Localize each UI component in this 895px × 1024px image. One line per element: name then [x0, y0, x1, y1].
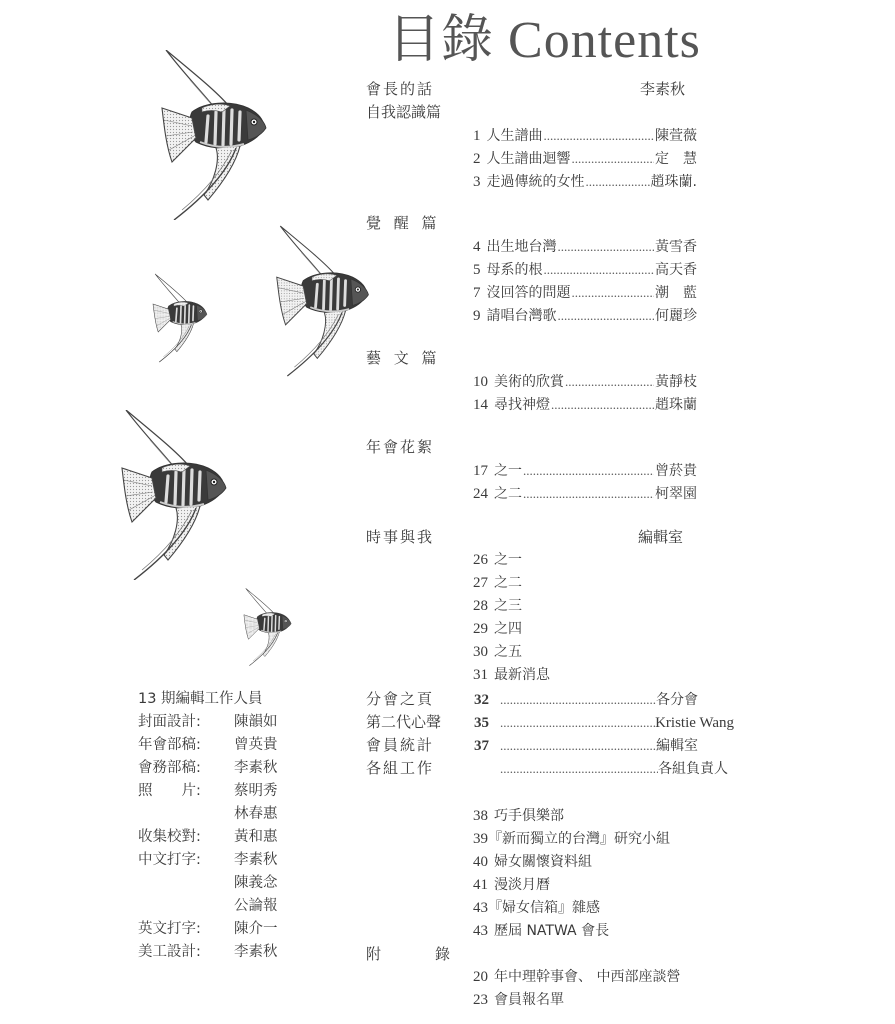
- leader-dots: [572, 147, 655, 170]
- staff-name: 陳韻如: [234, 714, 278, 730]
- staff-role: 年會部稿:: [138, 737, 201, 753]
- entry-title: 年中理幹事會、 中西部座談營: [494, 969, 681, 985]
- page-number: 10: [473, 374, 488, 390]
- staff-row: [138, 941, 278, 964]
- page-number: 7: [473, 285, 481, 301]
- title-english: Contents: [508, 12, 701, 69]
- entry-title: 人生譜曲: [486, 128, 543, 144]
- staff-name: 李素秋: [234, 760, 278, 776]
- staff-role: 中文打字:: [138, 852, 201, 868]
- section-heading: 藝 文 篇: [366, 349, 441, 367]
- toc-section-row[interactable]: [366, 734, 698, 757]
- toc-entry[interactable]: [473, 595, 697, 618]
- page-number: 5: [473, 262, 481, 278]
- angelfish-illustration-3: [275, 222, 372, 380]
- leader-dots: [565, 370, 654, 393]
- toc-entry[interactable]: [473, 828, 753, 851]
- angelfish-illustration-1: [160, 50, 270, 220]
- entry-author: Kristie Wang: [655, 715, 734, 731]
- staff-row: [138, 849, 278, 872]
- section-heading: 年會花絮: [366, 438, 435, 456]
- page-number: 28: [473, 598, 488, 614]
- leader-dots: [500, 734, 656, 757]
- leader-dots: [586, 170, 650, 193]
- toc-entry[interactable]: [473, 370, 697, 393]
- toc-entry[interactable]: [473, 482, 697, 505]
- toc-entry[interactable]: [473, 897, 753, 920]
- leader-dots: [523, 459, 654, 482]
- leader-dots: [544, 124, 655, 147]
- entry-title: 之二: [494, 575, 522, 591]
- staff-row: [138, 918, 278, 941]
- page-number: 9: [473, 308, 481, 324]
- staff-name: 林春惠: [234, 806, 278, 822]
- leader-dots: [558, 235, 655, 258]
- entry-title: 巧手俱樂部: [494, 808, 564, 824]
- page-number: 3: [473, 174, 481, 190]
- staff-name: 李素秋: [234, 944, 278, 960]
- toc-entry[interactable]: [473, 989, 773, 1012]
- toc-entry[interactable]: [473, 124, 697, 147]
- staff-role: 英文打字:: [138, 921, 201, 937]
- entry-title: 之三: [494, 598, 522, 614]
- entry-title: 美術的欣賞: [494, 374, 564, 390]
- entry-title: 婦女關懷資料組: [494, 854, 592, 870]
- angelfish-illustration-4: [120, 410, 230, 580]
- staff-name: 黃和惠: [234, 829, 278, 845]
- section-heading: 第二代心聲: [366, 713, 442, 731]
- staff-name: 蔡明秀: [234, 783, 278, 799]
- leader-dots: [572, 281, 655, 304]
- toc-entry[interactable]: [473, 641, 697, 664]
- entry-title: 最新消息: [494, 667, 550, 683]
- entry-author: 定 慧: [655, 151, 697, 167]
- leader-dots: [500, 711, 655, 734]
- entry-author: 柯翠園: [655, 486, 697, 502]
- page-number: 31: [473, 667, 488, 683]
- page-number: 14: [473, 397, 488, 413]
- section-heading: 分會之頁: [366, 690, 435, 708]
- toc-entry[interactable]: [473, 393, 697, 416]
- page-number: 24: [473, 486, 488, 502]
- entry-author: 陳萱薇: [655, 128, 697, 144]
- section-heading: 自我認識篇: [366, 103, 442, 121]
- entry-title: 漫淡月曆: [494, 877, 550, 893]
- angelfish-illustration-5: [243, 583, 293, 671]
- entry-title: 之一: [494, 552, 522, 568]
- toc-entry[interactable]: [473, 618, 697, 641]
- staff-row: [138, 780, 278, 803]
- staff-row: [138, 826, 278, 849]
- toc-entry[interactable]: [473, 258, 697, 281]
- entry-title: 走過傳統的女性: [486, 174, 585, 190]
- entry-title: 之二: [494, 486, 522, 502]
- entry-author: 黃靜枝: [655, 374, 697, 390]
- page-number: 41: [473, 877, 488, 893]
- section-heading: 時事與我: [366, 528, 435, 546]
- page-number: 26: [473, 552, 488, 568]
- staff-heading: 13 期編輯工作人員: [138, 691, 263, 707]
- toc-entry[interactable]: [473, 805, 753, 828]
- entry-title: 之四: [494, 621, 522, 637]
- toc-section-row[interactable]: [366, 757, 728, 780]
- toc-entry[interactable]: [473, 874, 753, 897]
- entry-author: 趙珠蘭.: [650, 174, 697, 190]
- page-number: 37: [474, 738, 489, 754]
- staff-role: 會務部稿:: [138, 760, 201, 776]
- staff-role: 封面設計:: [138, 714, 201, 730]
- toc-entry[interactable]: [473, 304, 697, 327]
- entry-title: 請唱台灣歌: [486, 308, 557, 324]
- section-author: 李素秋: [640, 80, 686, 98]
- entry-author: 各組負責人: [658, 761, 728, 777]
- page-number: 4: [473, 239, 481, 255]
- entry-author: 趙珠蘭: [655, 397, 697, 413]
- page-number: 39: [473, 831, 488, 847]
- toc-entry[interactable]: [473, 459, 697, 482]
- page-number: 43: [473, 923, 488, 939]
- entry-author: 各分會: [656, 692, 698, 708]
- staff-role: 收集校對:: [138, 829, 201, 845]
- page-title: [388, 8, 701, 73]
- page-number: 17: [473, 463, 488, 479]
- section-heading: 覺 醒 篇: [366, 214, 441, 232]
- title-chinese: 目錄: [388, 10, 495, 70]
- section-heading-appendix: 附 錄: [366, 945, 459, 963]
- section-author: 編輯室: [638, 528, 684, 546]
- entry-author: 黃雪香: [655, 239, 697, 255]
- section-heading: 各組工作: [366, 759, 435, 777]
- page-number: 35: [474, 715, 489, 731]
- entry-author: 何麗珍: [655, 308, 697, 324]
- staff-name: 李素秋: [234, 852, 278, 868]
- toc-entry[interactable]: [473, 235, 697, 258]
- page-number: 27: [473, 575, 488, 591]
- entry-title: 之五: [494, 644, 522, 660]
- toc-entry[interactable]: [473, 966, 773, 989]
- toc-entry[interactable]: [473, 147, 697, 170]
- entry-title: 會員報名單: [494, 992, 564, 1008]
- page-number: 43: [473, 900, 488, 916]
- staff-row: [138, 895, 278, 918]
- leader-dots: [500, 757, 658, 780]
- angelfish-illustration-2: [152, 258, 209, 378]
- entry-title: 沒回答的問題: [486, 285, 571, 301]
- entry-author: 高天香: [655, 262, 697, 278]
- entry-author: 曾菸貴: [655, 463, 697, 479]
- toc-section-row[interactable]: [366, 711, 734, 734]
- section-heading: 會員統計: [366, 736, 435, 754]
- staff-role: 美工設計:: [138, 944, 201, 960]
- leader-dots: [523, 482, 654, 505]
- staff-row: [138, 803, 278, 826]
- toc-entry[interactable]: [473, 170, 697, 193]
- entry-title: 母系的根: [486, 262, 543, 278]
- entry-title: 『婦女信箱』雜感: [488, 900, 600, 916]
- page-number: 20: [473, 969, 488, 985]
- page-number: 2: [473, 151, 481, 167]
- staff-name: 陳介一: [234, 921, 278, 937]
- entry-title: 尋找神燈: [494, 397, 550, 413]
- staff-row: [138, 711, 278, 734]
- staff-name: 陳義念: [234, 875, 278, 891]
- toc-entry[interactable]: [473, 549, 697, 572]
- entry-title: 出生地台灣: [486, 239, 557, 255]
- page-number: 32: [474, 692, 489, 708]
- page-number: 30: [473, 644, 488, 660]
- entry-title: 之一: [494, 463, 522, 479]
- leader-dots: [500, 688, 656, 711]
- toc-entry[interactable]: [473, 664, 697, 687]
- entry-author: 編輯室: [656, 738, 698, 754]
- toc-entry[interactable]: [473, 920, 753, 943]
- entry-title: 『新而獨立的台灣』研究小組: [488, 831, 670, 847]
- toc-entry[interactable]: [473, 851, 753, 874]
- leader-dots: [551, 393, 654, 416]
- entry-title: 歷屆 NATWA 會長: [494, 923, 610, 939]
- page-number: 40: [473, 854, 488, 870]
- staff-row: [138, 757, 278, 780]
- staff-row: [138, 734, 278, 757]
- page-number: 23: [473, 992, 488, 1008]
- staff-name: 公論報: [234, 898, 278, 914]
- toc-entry[interactable]: [473, 572, 697, 595]
- staff-row: [138, 872, 278, 895]
- section-heading: 會長的話: [366, 80, 435, 98]
- entry-title: 人生譜曲迴響: [486, 151, 571, 167]
- staff-role: 照 片:: [138, 783, 201, 799]
- toc-section-row[interactable]: [366, 688, 698, 711]
- page-number: 29: [473, 621, 488, 637]
- leader-dots: [558, 304, 655, 327]
- entry-author: 潮 藍: [655, 285, 697, 301]
- staff-name: 曾英貴: [234, 737, 278, 753]
- leader-dots: [544, 258, 655, 281]
- toc-entry[interactable]: [473, 281, 697, 304]
- page-number: 1: [473, 128, 481, 144]
- page-number: 38: [473, 808, 488, 824]
